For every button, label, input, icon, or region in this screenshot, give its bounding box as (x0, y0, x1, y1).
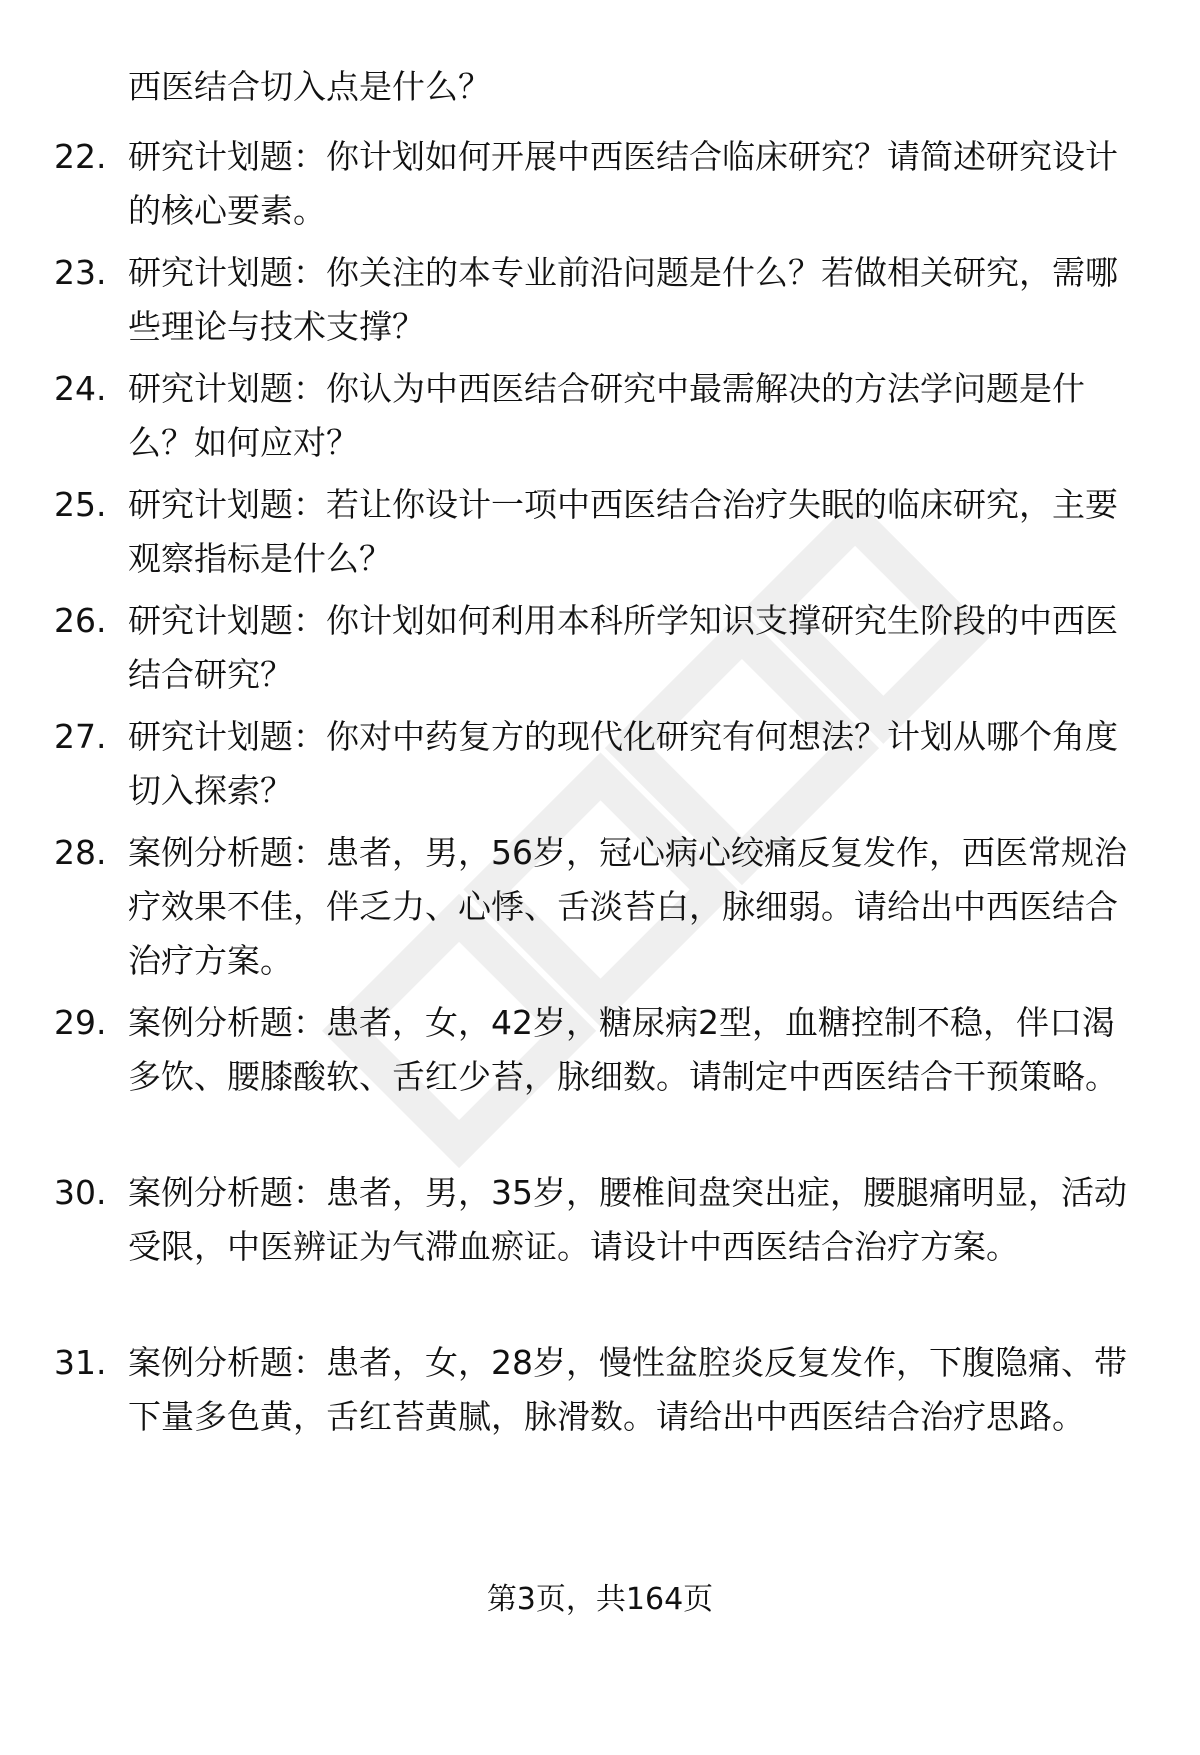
question-text: 案例分析题：患者，男，35岁，腰椎间盘突出症，腰腿痛明显，活动受限，中医辨证为气滞血瘀证。请设计中西医结合治疗方案。 (128, 1173, 1127, 1266)
page-footer: 第3页，共164页 (486, 1582, 714, 1617)
question-text: 案例分析题：患者，女，28岁，慢性盆腔炎反复发作，下腹隐痛、带下量多色黄，舌红苔黄腻，脉滑数。请给出中西医结合治疗思路。 (128, 1343, 1127, 1436)
question-number: 28. (54, 833, 107, 872)
question-text: 研究计划题：你计划如何利用本科所学知识支撑研究生阶段的中西医结合研究？ (128, 601, 1118, 694)
question-number: 30. (54, 1173, 107, 1212)
question-text: 研究计划题：你认为中西医结合研究中最需解决的方法学问题是什么？如何应对？ (128, 369, 1085, 462)
question-number: 27. (54, 717, 107, 756)
question-number: 23. (54, 253, 107, 292)
question-number: 31. (54, 1343, 107, 1382)
question-number: 24. (54, 369, 107, 408)
question-text: 研究计划题：你对中药复方的现代化研究有何想法？计划从哪个角度切入探索？ (128, 717, 1118, 810)
question-text: 研究计划题：若让你设计一项中西医结合治疗失眠的临床研究，主要观察指标是什么？ (128, 485, 1118, 578)
question-number: 22. (54, 137, 107, 176)
continuation-text: 西医结合切入点是什么？ (128, 67, 491, 106)
question-text: 案例分析题：患者，女，42岁，糖尿病2型，血糖控制不稳，伴口渴多饮、腰膝酸软、舌红少苔，脉细数。请制定中西医结合干预策略。 (128, 1003, 1118, 1096)
question-text: 案例分析题：患者，男，56岁，冠心病心绞痛反复发作，西医常规治疗效果不佳，伴乏力、心悸、舌淡苔白，脉细弱。请给出中西医结合治疗方案。 (128, 833, 1127, 980)
question-text: 研究计划题：你关注的本专业前沿问题是什么？若做相关研究，需哪些理论与技术支撑？ (128, 253, 1118, 346)
question-number: 26. (54, 601, 107, 640)
question-text: 研究计划题：你计划如何开展中西医结合临床研究？请简述研究设计的核心要素。 (128, 137, 1118, 230)
question-number: 29. (54, 1003, 107, 1042)
question-number: 25. (54, 485, 107, 524)
